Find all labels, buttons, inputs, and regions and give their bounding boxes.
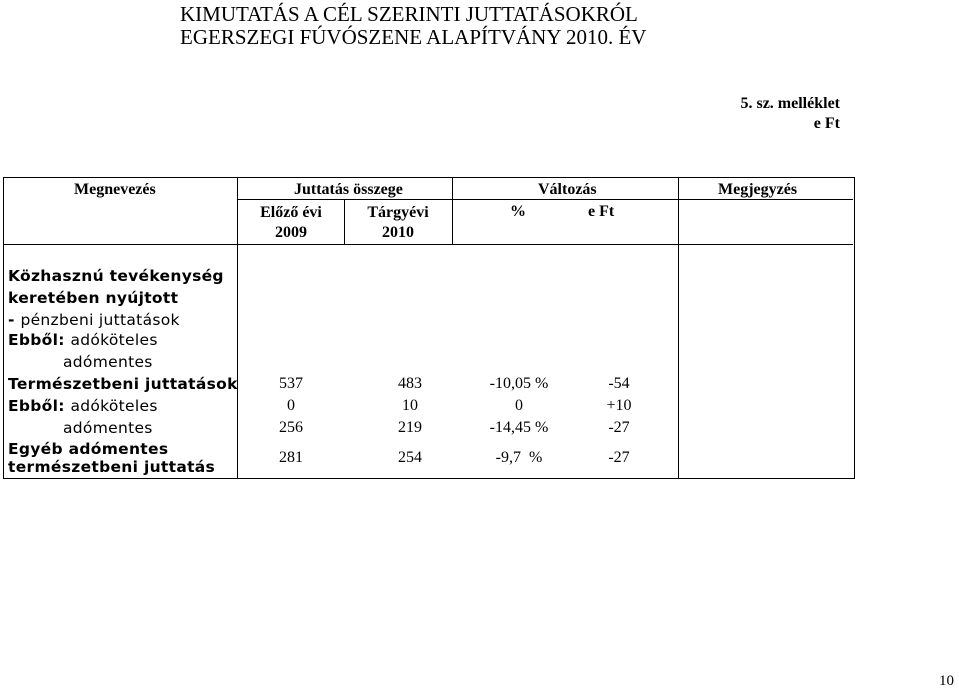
row-other-exempt-prev: 281 [279, 449, 303, 466]
row-other-exempt-line2: természetbeni juttatás [8, 458, 216, 476]
row-other-exempt-curr: 254 [398, 449, 422, 466]
hline-header-sub [237, 199, 853, 200]
row-dash: - [8, 311, 21, 329]
header-prev-year [239, 203, 343, 243]
taxable-label-2: adóköteles [70, 397, 158, 415]
row-public-benefit-line2: keretében nyújtott [8, 289, 179, 307]
title-line-2: EGERSZEGI FÚVÓSZENE ALAPÍTVÁNY 2010. ÉV [180, 25, 647, 49]
header-current-year [346, 203, 450, 243]
header-prev-year-label: Előző évi [260, 204, 322, 221]
vline-name [237, 178, 238, 478]
annex-number: 5. sz. melléklet [740, 95, 840, 112]
row-public-benefit-line3 [8, 309, 224, 331]
row-in-kind-taxable-prev: 0 [287, 397, 295, 414]
row-of-which-taxable [8, 331, 158, 349]
row-other-exempt-eft: -27 [608, 449, 630, 466]
row-public-benefit-line1: Közhasznú tevékenység [8, 267, 224, 285]
row-public-benefit [8, 265, 224, 331]
row-in-kind-prev: 537 [279, 375, 303, 392]
vline-amount-mid [344, 199, 345, 244]
of-which-label-2: Ebből: [8, 397, 71, 415]
annex-label [740, 94, 840, 134]
row-in-kind-taxable-curr: 10 [402, 397, 418, 414]
header-current-year-num: 2010 [382, 224, 414, 241]
hline-header-bottom [4, 244, 853, 245]
row-other-exempt-name [8, 440, 215, 476]
currency-unit: e Ft [813, 115, 840, 132]
row-in-kind-taxable-name [8, 397, 158, 415]
row-in-kind-eft: -54 [608, 375, 630, 392]
row-in-kind-exempt-pct: -14,45 % [489, 419, 549, 436]
title-line-1: KIMUTATÁS A CÉL SZERINTI JUTTATÁSOKRÓL [180, 2, 638, 26]
row-in-kind-exempt-eft: -27 [608, 419, 630, 436]
header-amount: Juttatás összege [294, 181, 403, 198]
row-cash-benefits: pénzbeni juttatások [20, 311, 180, 329]
row-in-kind-taxable-pct: 0 [515, 397, 523, 414]
header-note: Megjegyzés [718, 181, 798, 198]
row-tax-exempt: adómentes [63, 353, 153, 371]
row-other-exempt-line1: Egyéb adómentes [8, 440, 169, 458]
row-in-kind-pct: -10,05 % [489, 375, 549, 392]
header-eft: e Ft [588, 203, 615, 220]
header-prev-year-num: 2009 [275, 224, 307, 241]
header-pct: % [510, 203, 526, 220]
row-in-kind-exempt-curr: 219 [398, 419, 422, 436]
page-number: 10 [939, 673, 954, 689]
benefits-table [3, 177, 855, 479]
row-in-kind-curr: 483 [398, 375, 422, 392]
vline-change-end [678, 178, 679, 478]
document-title [180, 3, 646, 49]
row-in-kind-exempt-name: adómentes [63, 419, 153, 437]
row-in-kind-exempt-prev: 256 [279, 419, 303, 436]
header-name: Megnevezés [74, 181, 156, 198]
taxable-label: adóköteles [70, 331, 158, 349]
of-which-label: Ebből: [8, 331, 71, 349]
header-change: Változás [538, 181, 597, 198]
row-other-exempt-pct: -9,7 % [495, 449, 543, 466]
row-in-kind-taxable-eft: +10 [606, 397, 632, 414]
header-current-year-label: Tárgyévi [367, 204, 429, 221]
vline-amount-end [452, 178, 453, 244]
row-in-kind-name: Természetbeni juttatások [8, 375, 238, 393]
